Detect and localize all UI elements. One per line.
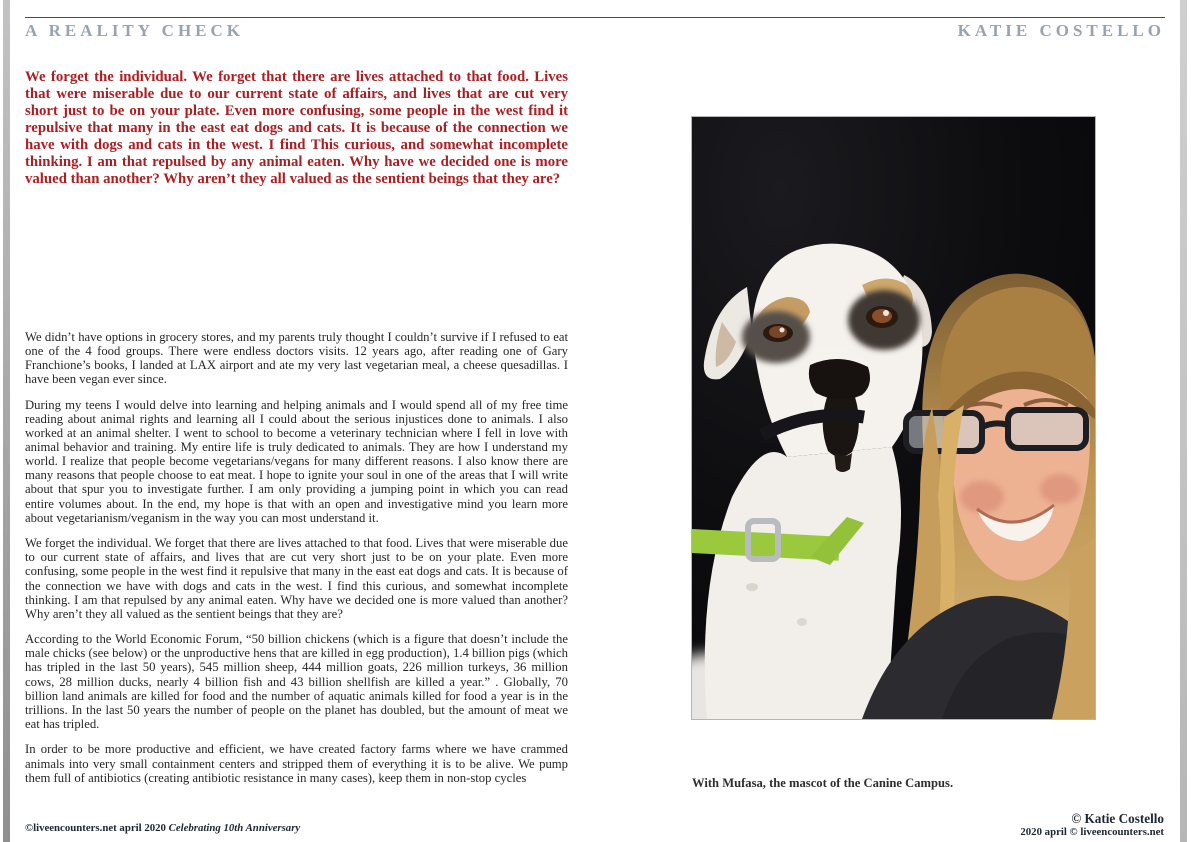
footer-site-credit: 2020 april © liveencounters.net [1020,826,1164,838]
footer-left [25,822,300,834]
body-paragraph-1: We didn’t have options in grocery stores, and my parents truly thought I couldn’t survive if I refused to eat one of the 4 food groups. There were endless doctors visits. 12 years ago, after reading one of Gary Franchione’s books, I landed at LAX airport and ate my very last vegetarian meal, a cheese quesadillas. I have been vegan ever since. [25,330,568,387]
body-paragraph-3: We forget the individual. We forget that there are lives attached to that food. Lives that were miserable due to our current state of affairs, and lives that are cut very short just to be on your plate. Even more confusing, some people in the west find it repulsive that many in the east eat dogs and cats. It is because of the connection we have with dogs and cats in the west. I find this curious, and somewhat incomplete thinking. I am that repulsed by any animal eaten. Why have we decided one is more valued than another? Why aren’t they all valued as the sentient beings that they are? [25,536,568,621]
intro-pull-paragraph: We forget the individual. We forget that there are lives attached to that food. Lives that were miserable due to our current state of affairs, and lives that are cut very short just to be on your plate. Even more confusing, some people in the west find it repulsive that many in the east eat dogs and cats. It is because of the connection we have with dogs and cats in the west. I find This curious, and somewhat incomplete thinking. I am that repulsed by any animal eaten. Why have we decided one is more valued than another? Why aren’t they all valued as the sentient beings that they are? [25,69,568,187]
right-page-edge-shadow [1180,0,1187,842]
footer-author-credit: © Katie Costello [1071,811,1164,826]
left-page-edge-shadow [3,0,10,842]
article-body-column [25,330,568,796]
body-paragraph-5: In order to be more productive and efficient, we have created factory farms where we have crammed animals into very small containment centers and stripped them of everything it is to be alive. We pump them full of antibiotics (creating antibiotic resistance in many cases), keep them in non-stop cycles [25,742,568,785]
footer-right [1020,812,1164,839]
masthead-rule [25,17,1165,18]
body-paragraph-2: During my teens I would delve into learning and helping animals and I would spend all of my free time reading about animal rights and learning all I could about the serious injustices done to animals. I also worked at an animal shelter. I went to school to become a veterinary technician where I fell in love with animal behavior and training. My entire life is truly dedicated to animals. They are how I understand my world. I realize that people become vegetarians/vegans for many different reasons. I also know there are many reasons that people choose to eat meat. I hope to ignite your soul in one of the areas that I will write about that spur you to investigate further. I am only providing a jumping point in which you can read entire volumes about. In the end, my hope is that with an open and investigative mind you learn more about vegetarianism/veganism in the way you can most understand it. [25,397,568,525]
footer-left-anniversary: Celebrating 10th Anniversary [168,822,301,834]
selfie-photo-graphic [692,117,1095,719]
body-paragraph-4: According to the World Economic Forum, “50 billion chickens (which is a figure that doesn’t include the male chicks (see below) or the unproductive hens that are killed in egg production), 1.4 billion pigs (which has tripled in the last 50 years), 545 million sheep, 444 million goats, 226 million turkeys, 36 million cows, 28 million ducks, nearly 4 billion fish and 43 billion shellfish are killed a year.” . Globally, 70 billion land animals are killed for food and the number of aquatic animals killed for food a year is in the trillions. In the last 50 years the number of people on the planet has doubled, but the amount of meat we eat has tripled. [25,632,568,731]
page-title: A REALITY CHECK [25,21,245,40]
selfie-photo [691,116,1096,720]
footer-left-copyright: ©liveencounters.net april 2020 [25,822,169,834]
author-name: KATIE COSTELLO [957,21,1165,40]
photo-caption: With Mufasa, the mascot of the Canine Campus. [692,776,954,790]
masthead [25,21,1165,41]
